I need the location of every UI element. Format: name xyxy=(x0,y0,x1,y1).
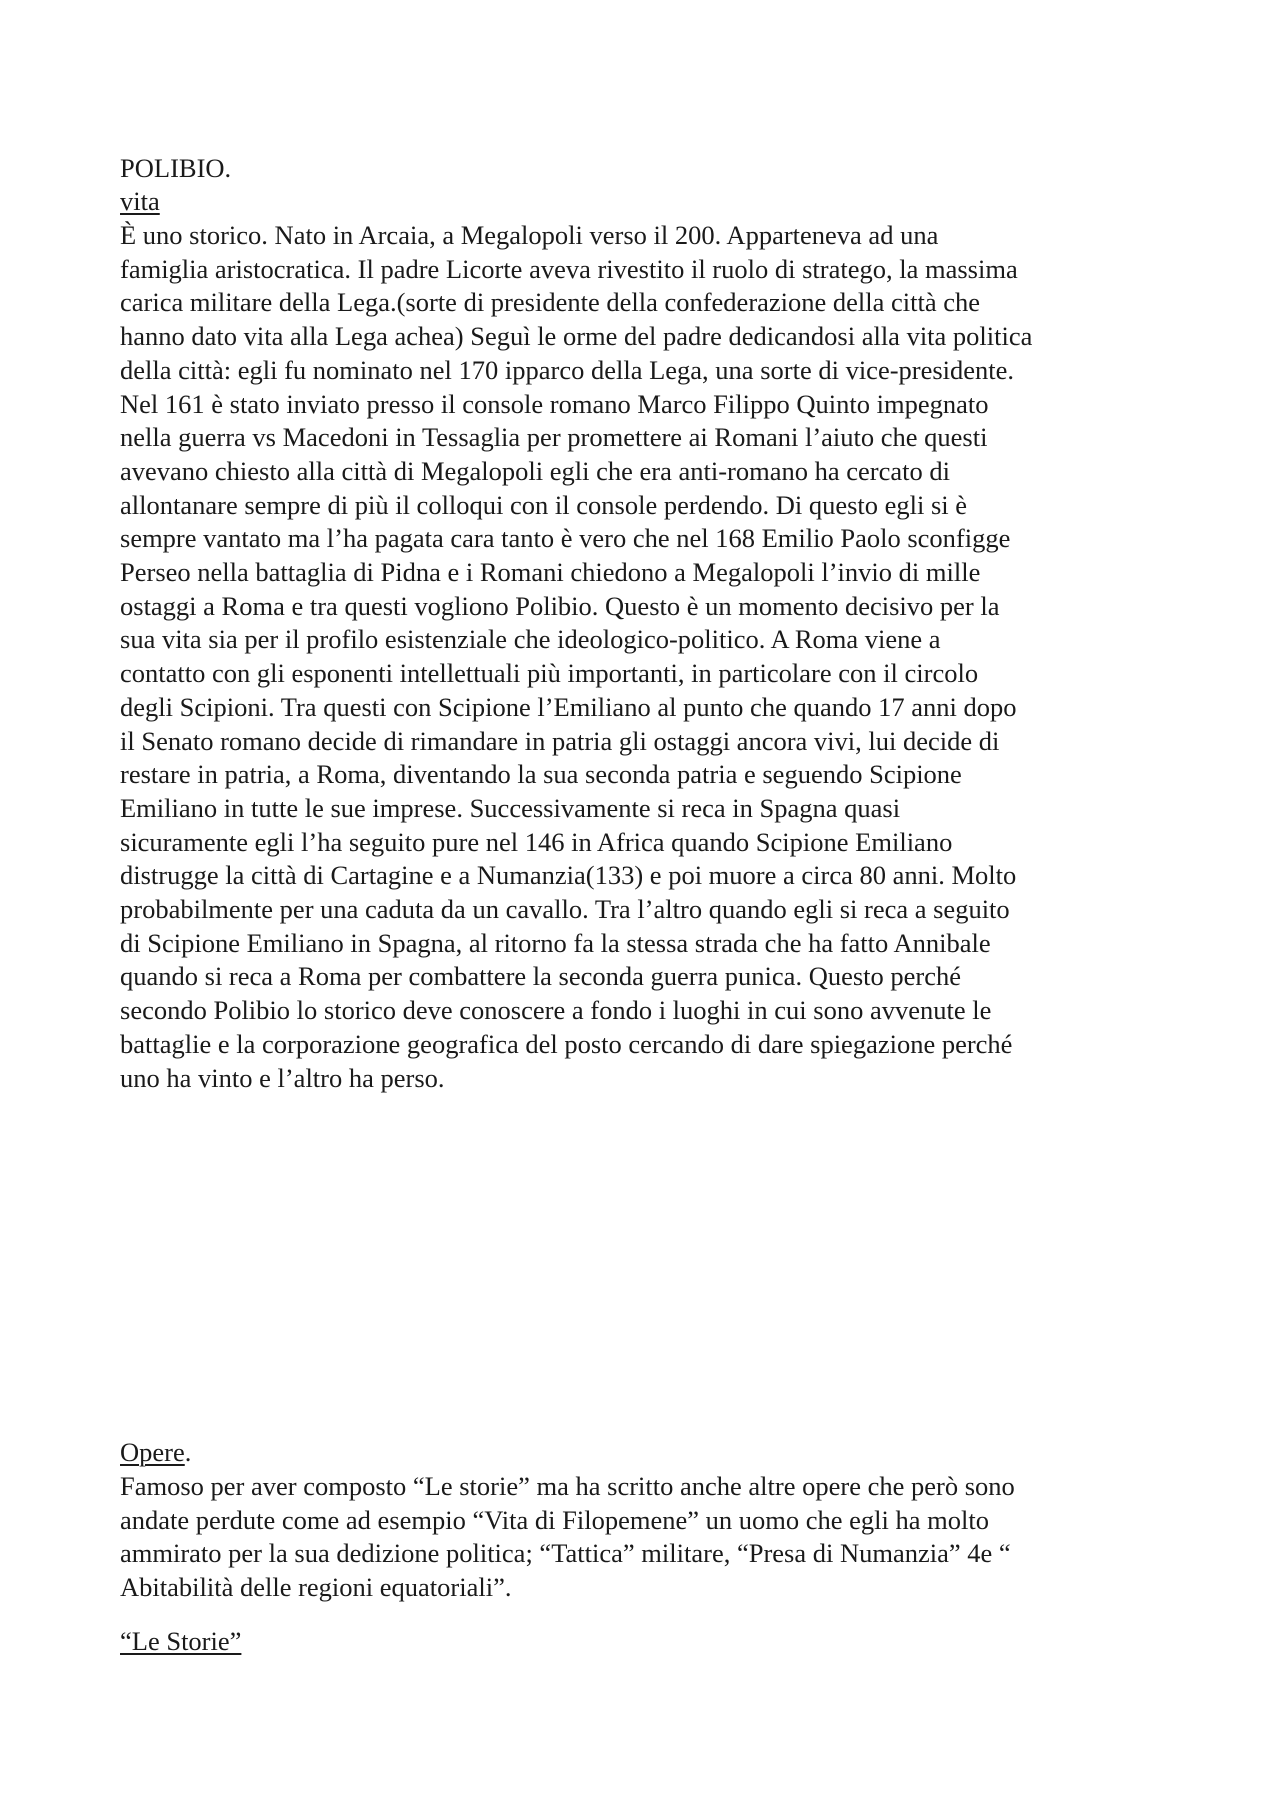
paragraph-line: battaglie e la corporazione geografica del posto cercando di dare spiegazione perché xyxy=(120,1028,1013,1059)
paragraph-line: il Senato romano decide di rimandare in patria gli ostaggi ancora vivi, lui decide di xyxy=(120,725,1000,756)
paragraph-line: distrugge la città di Cartagine e a Numanzia(133) e poi muore a circa 80 anni. Molto xyxy=(120,860,1017,891)
paragraph-line: degli Scipioni. Tra questi con Scipione l’Emiliano al punto che quando 17 anni dopo xyxy=(120,691,1017,722)
section-heading-opere xyxy=(120,1436,1180,1470)
paragraph-line: quando si reca a Roma per combattere la seconda guerra punica. Questo perché xyxy=(120,961,961,992)
paragraph-line: nella guerra vs Macedoni in Tessaglia per promettere ai Romani l’aiuto che questi xyxy=(120,422,988,453)
section-heading-opere-suffix: . xyxy=(184,1437,192,1467)
paragraph-line: famiglia aristocratica. Il padre Licorte aveva rivestito il ruolo di stratego, la massima xyxy=(120,253,1018,284)
section-heading-le-storie-text: “Le Storie” xyxy=(120,1626,242,1656)
paragraph-line: ostaggi a Roma e tra questi vogliono Polibio. Questo è un momento decisivo per la xyxy=(120,590,1000,621)
paragraph-line: sua vita sia per il profilo esistenziale che ideologico-politico. A Roma viene a xyxy=(120,624,941,655)
paragraph-line: restare in patria, a Roma, diventando la sua seconda patria e seguendo Scipione xyxy=(120,759,962,790)
paragraph-line: hanno dato vita alla Lega achea) Seguì le orme del padre dedicandosi alla vita politica xyxy=(120,321,1033,352)
section-body-vita xyxy=(120,219,1180,1095)
paragraph-line: allontanare sempre di più il colloqui con il console perdendo. Di questo egli si è xyxy=(120,489,968,520)
paragraph-line: sicuramente egli l’ha seguito pure nel 146 in Africa quando Scipione Emiliano xyxy=(120,826,953,857)
paragraph-line: Nel 161 è stato inviato presso il console romano Marco Filippo Quinto impegnato xyxy=(120,388,989,419)
paragraph-line: Perseo nella battaglia di Pidna e i Romani chiedono a Megalopoli l’invio di mille xyxy=(120,557,981,588)
paragraph-line: carica militare della Lega.(sorte di presidente della confederazione della città che xyxy=(120,287,981,318)
paragraph-line: Emiliano in tutte le sue imprese. Successivamente si reca in Spagna quasi xyxy=(120,792,901,823)
paragraph-line: andate perdute come ad esempio “Vita di Filopemene” un uomo che egli ha molto xyxy=(120,1504,989,1535)
paragraph-line: Famoso per aver composto “Le storie” ma ha scritto anche altre opere che però sono xyxy=(120,1471,1015,1501)
paragraph-line: della città: egli fu nominato nel 170 ipparco della Lega, una sorte di vice-presidente. xyxy=(120,354,1015,385)
paragraph-line: ammirato per la sua dedizione politica; “Tattica” militare, “Presa di Numanzia” 4e “ xyxy=(120,1538,1011,1569)
paragraph-line: contatto con gli esponenti intellettuali più importanti, in particolare con il circolo xyxy=(120,658,979,689)
paragraph-line: probabilmente per una caduta da un cavallo. Tra l’altro quando egli si reca a seguito xyxy=(120,894,1010,925)
section-heading-opere-text: Opere xyxy=(120,1437,185,1467)
section-body-opere xyxy=(120,1470,1180,1605)
paragraph-line: di Scipione Emiliano in Spagna, al ritorno fa la stessa strada che ha fatto Annibale xyxy=(120,927,991,958)
document-title: POLIBIO. xyxy=(120,153,232,183)
paragraph-line: avevano chiesto alla città di Megalopoli egli che era anti-romano ha cercato di xyxy=(120,455,950,486)
section-heading-vita-text: vita xyxy=(120,186,160,216)
section-heading-vita xyxy=(120,185,1180,219)
paragraph-line: È uno storico. Nato in Arcaia, a Megalopoli verso il 200. Apparteneva ad una xyxy=(120,220,939,250)
section-heading-le-storie xyxy=(120,1625,1180,1659)
paragraph-line: sempre vantato ma l’ha pagata cara tanto è vero che nel 168 Emilio Paolo sconfigge xyxy=(120,523,1011,554)
paragraph-line: secondo Polibio lo storico deve conoscere a fondo i luoghi in cui sono avvenute le xyxy=(120,995,992,1026)
paragraph-line: uno ha vinto e l’altro ha perso. xyxy=(120,1062,445,1093)
paragraph-line: Abitabilità delle regioni equatoriali”. xyxy=(120,1572,512,1603)
